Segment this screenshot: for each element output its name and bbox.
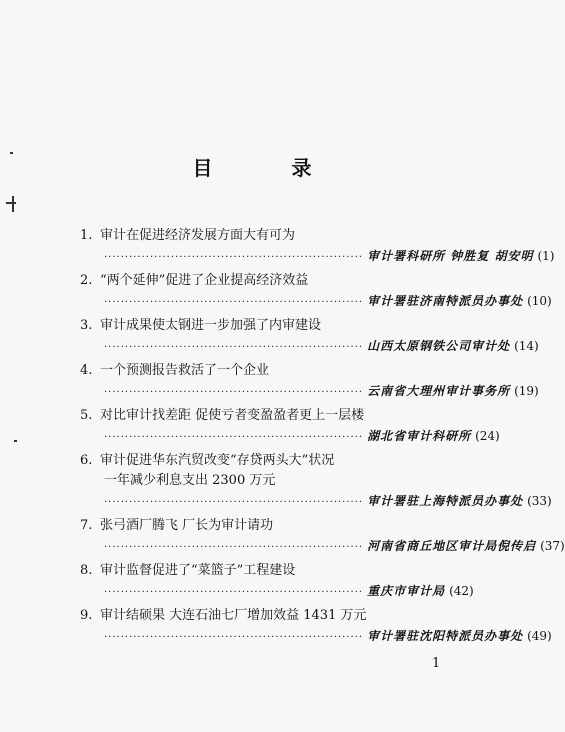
- entry-source: 重庆市审计局: [367, 584, 446, 598]
- leader-dots: ······························································: [104, 342, 364, 353]
- entry-source: 审计署驻济南特派员办事处: [367, 294, 524, 308]
- leader-dots: ······························································: [104, 387, 364, 398]
- entry-number: 2.: [80, 273, 93, 288]
- toc-entry: [80, 563, 474, 599]
- leader-dots: ······························································: [104, 252, 364, 263]
- leader-dots: ······························································: [104, 432, 364, 443]
- entry-number: 8.: [80, 563, 93, 578]
- entry-source: 山西太原钢铁公司审计处: [367, 339, 511, 353]
- entry-title: 张弓酒厂腾飞 厂长为审计请功: [100, 518, 274, 533]
- entry-title: 审计成果使太钢进一步加强了内审建设: [100, 318, 322, 333]
- leader-dots: ······························································: [104, 297, 364, 308]
- entry-title: 一个预测报告救活了一个企业: [100, 363, 270, 378]
- toc-entry: [80, 453, 552, 509]
- entry-page: (42): [449, 584, 474, 598]
- toc-entry: [80, 273, 552, 309]
- entry-source: 审计署驻沈阳特派员办事处: [367, 629, 524, 643]
- entry-source: 审计署科研所 钟胜复 胡安明: [367, 249, 534, 263]
- entry-page: (37): [540, 539, 565, 553]
- page-number: 1: [432, 656, 441, 671]
- leader-dots: ······························································: [104, 587, 364, 598]
- scan-speck: [12, 196, 14, 212]
- entry-title: 审计促进华东汽贸改变“存贷两头大”状况: [100, 453, 335, 468]
- entry-page: (33): [527, 494, 552, 508]
- leader-dots: ······························································: [104, 632, 364, 643]
- entry-number: 5.: [80, 408, 93, 423]
- entry-number: 6.: [80, 453, 93, 468]
- entry-title: “两个延伸”促进了企业提高经济效益: [100, 273, 309, 288]
- entry-page: (1): [537, 249, 555, 263]
- entry-page: (10): [527, 294, 552, 308]
- entry-number: 7.: [80, 518, 93, 533]
- entry-number: 9.: [80, 608, 93, 623]
- entry-title: 审计监督促进了“菜篮子”工程建设: [100, 563, 296, 578]
- toc-list: [80, 228, 565, 644]
- leader-dots: ······························································: [104, 542, 364, 553]
- entry-number: 3.: [80, 318, 93, 333]
- toc-entry: [80, 363, 539, 399]
- entry-page: (14): [514, 339, 539, 353]
- entry-number: 1.: [80, 228, 93, 243]
- entry-title: 对比审计找差距 促使亏者变盈盈者更上一层楼: [100, 408, 365, 423]
- scan-speck: [6, 202, 16, 204]
- entry-number: 4.: [80, 363, 93, 378]
- entry-page: (49): [527, 629, 552, 643]
- toc-entry: [80, 518, 565, 554]
- entry-source: 审计署驻上海特派员办事处: [367, 494, 524, 508]
- entry-source: 湖北省审计科研所: [367, 429, 472, 443]
- entry-page: (24): [475, 429, 500, 443]
- leader-dots: ······························································: [104, 497, 364, 508]
- toc-entry: [80, 228, 555, 264]
- toc-entry: [80, 608, 552, 644]
- entry-title-continuation: 一年减少利息支出 2300 万元: [104, 473, 276, 488]
- entry-page: (19): [514, 384, 539, 398]
- toc-entry: [80, 318, 539, 354]
- scan-speck: [14, 440, 17, 442]
- entry-source: 云南省大理州审计事务所: [367, 384, 511, 398]
- entry-source: 河南省商丘地区审计局倪传启: [367, 539, 537, 553]
- page-title: 目 录: [192, 156, 348, 180]
- toc-entry: [80, 408, 500, 444]
- entry-title: 审计结硕果 大连石油七厂增加效益 1431 万元: [100, 608, 367, 623]
- entry-title: 审计在促进经济发展方面大有可为: [100, 228, 296, 243]
